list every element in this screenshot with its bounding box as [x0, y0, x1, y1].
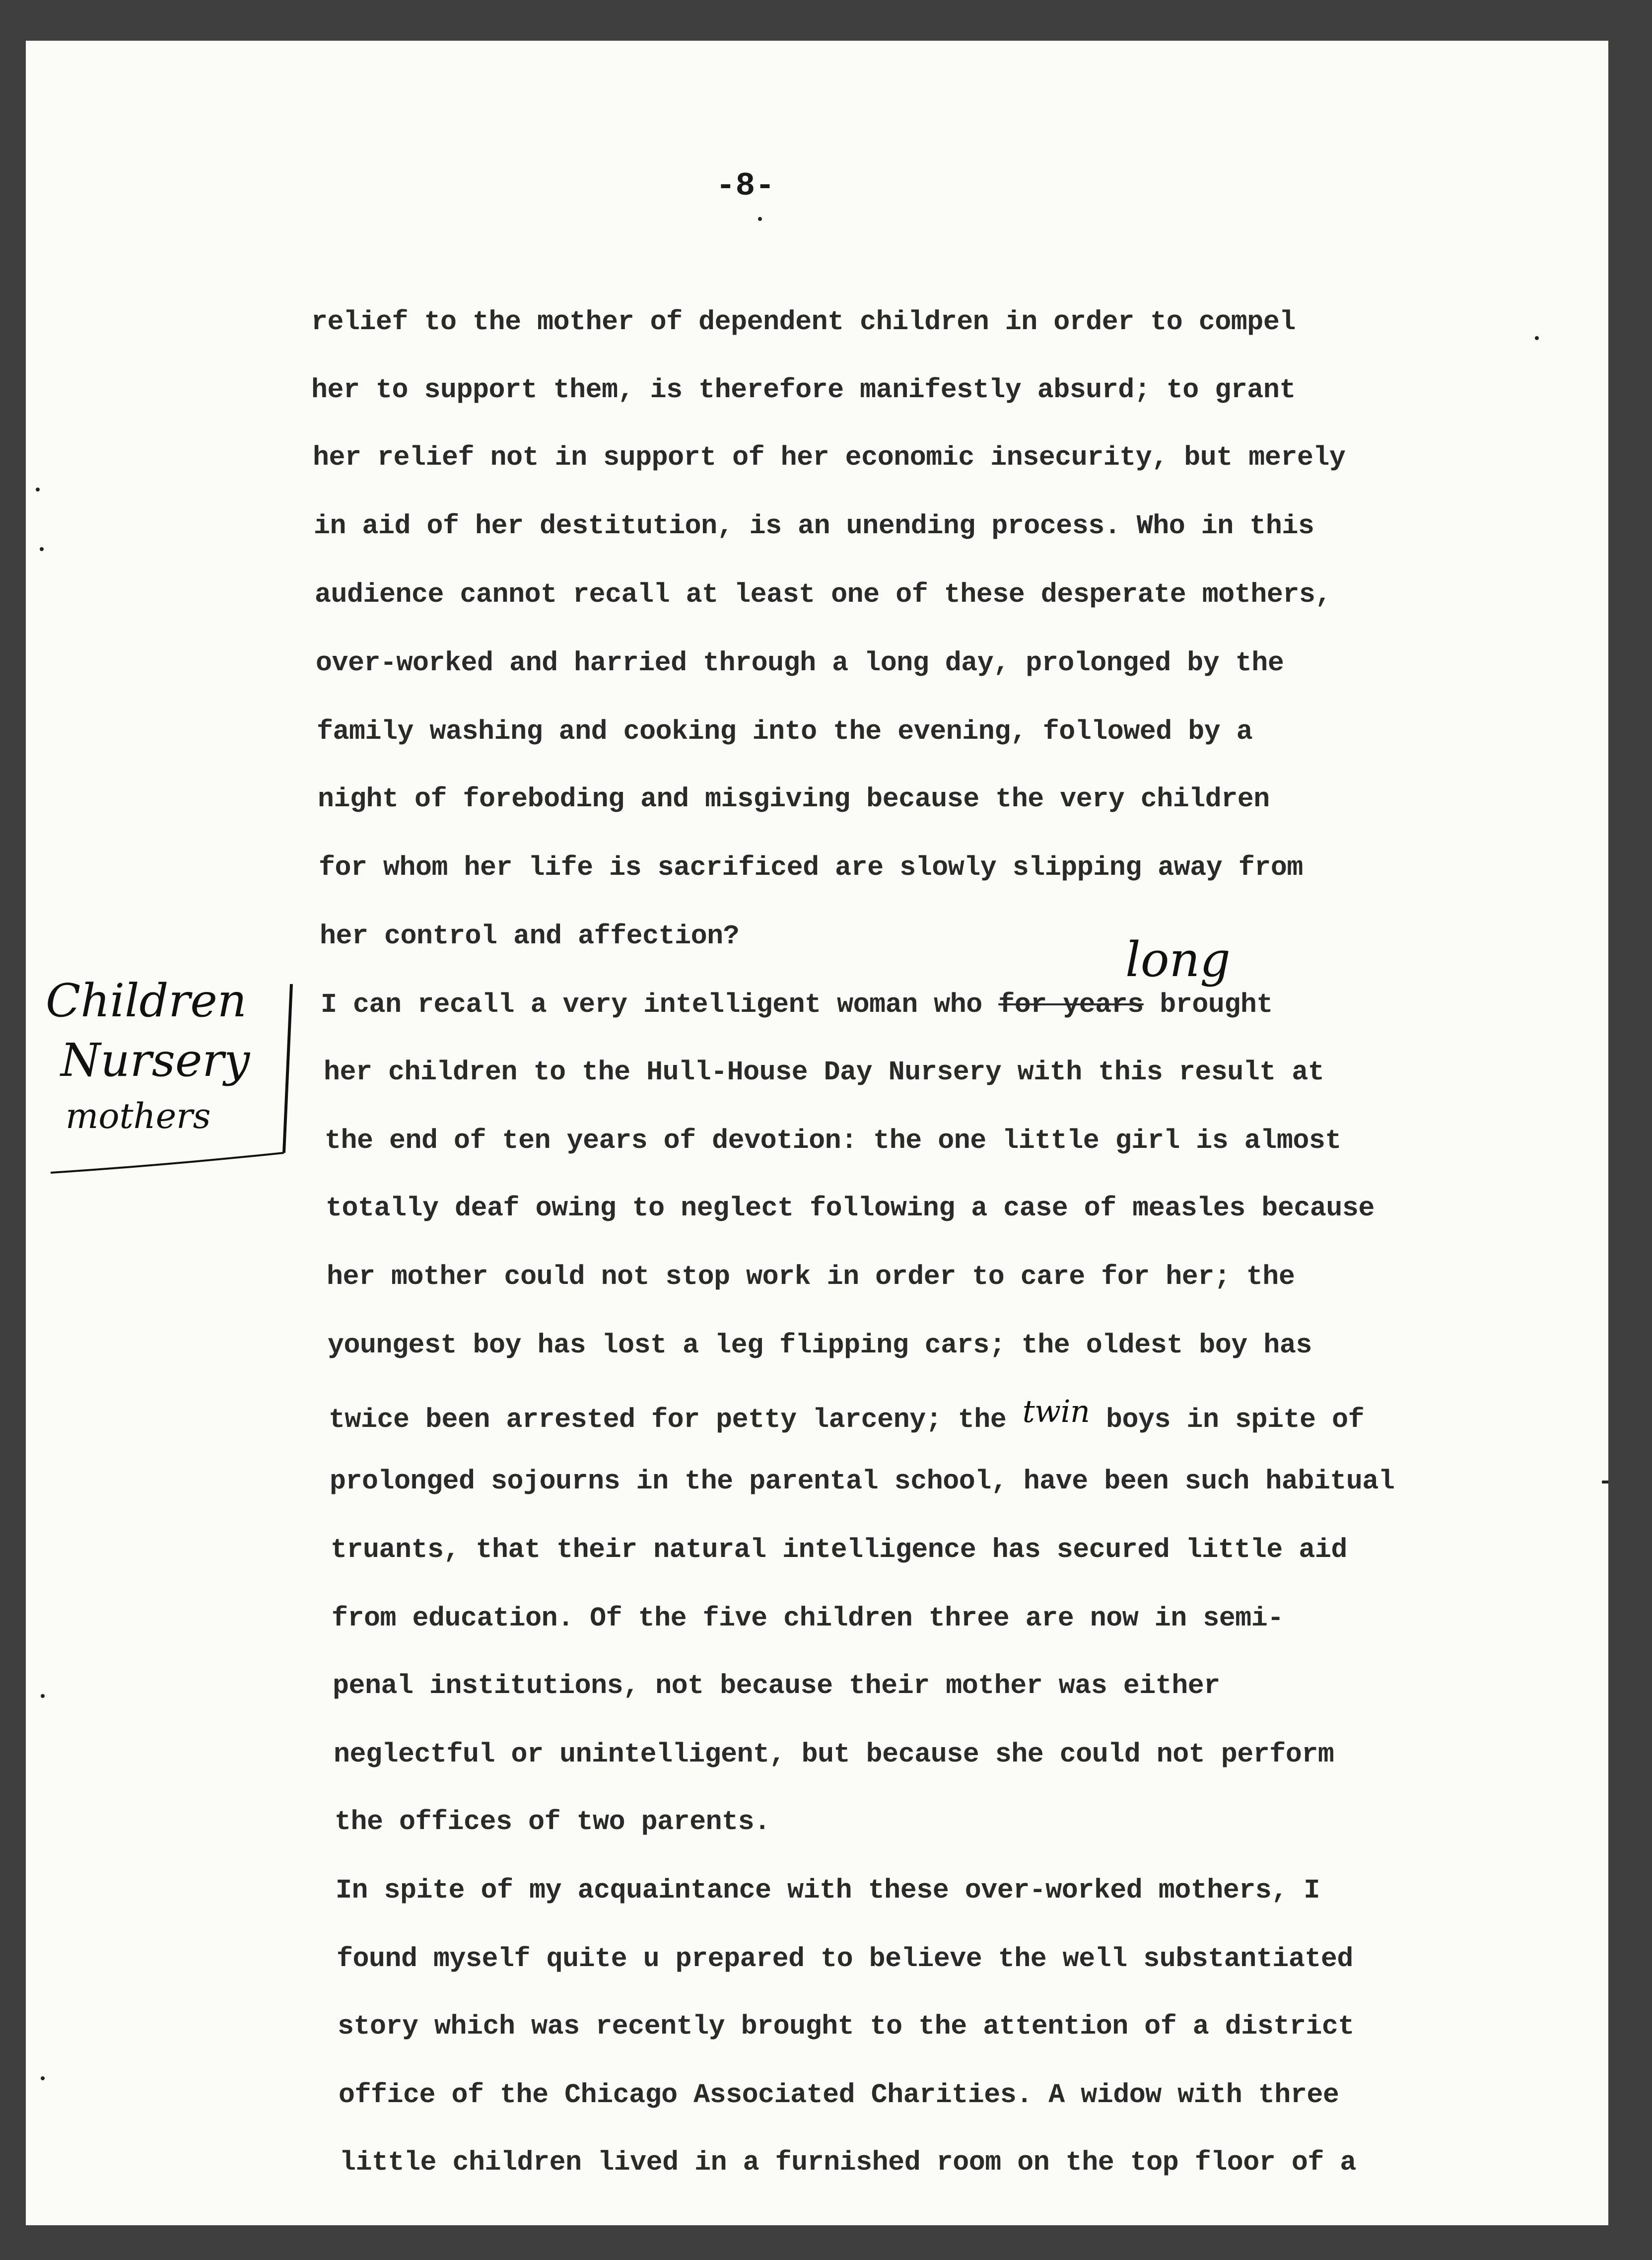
text-line-5: audience cannot recall at least one of these desperate mothers, — [315, 579, 1331, 610]
text-line-2: her to support them, is therefore manifestly absurd; to grant — [311, 374, 1296, 406]
speck — [40, 547, 44, 551]
text-line-23: the offices of two parents. — [335, 1806, 770, 1837]
handwritten-insert-long: long — [1125, 932, 1231, 988]
text-line-14: totally deaf owing to neglect following a case of measles because — [326, 1193, 1375, 1224]
line-11-text-after: brought — [1143, 989, 1273, 1020]
text-line-18: prolonged sojourns in the parental school, have been such habitual — [330, 1466, 1395, 1497]
text-line-17 — [329, 1393, 1365, 1435]
page-number: -8- — [716, 167, 775, 205]
margin-note-line-1: Children — [46, 974, 247, 1027]
speck — [41, 2076, 45, 2080]
speck — [41, 1694, 45, 1698]
text-line-3: her relief not in support of her economic insecurity, but merely — [313, 442, 1346, 473]
speck — [1602, 1481, 1608, 1483]
text-line-4: in aid of her destitution, is an unending process. Who in this — [314, 510, 1314, 542]
struck-text: for years — [998, 989, 1144, 1020]
line-17-text-before: twice been arrested for petty larceny; the — [329, 1404, 1023, 1435]
text-line-25: found myself quite u prepared to believe the well substantiated — [337, 1943, 1353, 1975]
text-line-24: In spite of my acquaintance with these over-worked mothers, I — [336, 1875, 1320, 1906]
text-line-16: youngest boy has lost a leg flipping cars; the oldest boy has — [328, 1330, 1312, 1361]
text-line-1: relief to the mother of dependent children in order to compel — [311, 306, 1296, 338]
text-line-10: her control and affection? — [320, 920, 740, 952]
speck — [36, 488, 40, 492]
handwritten-insert-twin: twin — [1022, 1393, 1090, 1429]
line-17-text-after: boys in spite of — [1090, 1404, 1365, 1435]
text-line-12: her children to the Hull-House Day Nursery with this result at — [324, 1057, 1324, 1088]
speck — [1535, 336, 1539, 340]
speck — [758, 217, 762, 221]
text-line-8: night of foreboding and misgiving because the very children — [318, 783, 1270, 815]
text-line-11 — [321, 989, 1273, 1020]
text-line-27: office of the Chicago Associated Charities. A widow with three — [339, 2079, 1339, 2111]
document-page — [26, 41, 1608, 2225]
margin-note-line-2: Nursery — [61, 1034, 250, 1087]
text-line-19: truants, that their natural intelligence has secured little aid — [331, 1534, 1347, 1565]
text-line-6: over-worked and harried through a long day, prolonged by the — [316, 647, 1284, 679]
text-line-13: the end of ten years of devotion: the one little girl is almost — [325, 1125, 1341, 1156]
margin-note-line-3: mothers — [66, 1096, 211, 1136]
text-line-21: penal institutions, not because their mother was either — [333, 1670, 1220, 1701]
margin-note — [41, 974, 299, 1183]
text-line-15: her mother could not stop work in order to care for her; the — [327, 1261, 1295, 1292]
text-line-28: little children lived in a furnished room on the top floor of a — [340, 2147, 1356, 2178]
margin-note-bracket — [41, 974, 299, 1183]
text-line-9: for whom her life is sacrificed are slowly slipping away from — [319, 852, 1303, 883]
line-11-text-before: I can recall a very intelligent woman who — [321, 989, 999, 1020]
text-line-22: neglectful or unintelligent, but because she could not perform — [334, 1739, 1334, 1770]
text-line-26: story which was recently brought to the attention of a district — [338, 2011, 1354, 2042]
text-line-7: family washing and cooking into the evening, followed by a — [317, 716, 1253, 747]
text-line-20: from education. Of the five children three are now in semi- — [332, 1603, 1284, 1634]
